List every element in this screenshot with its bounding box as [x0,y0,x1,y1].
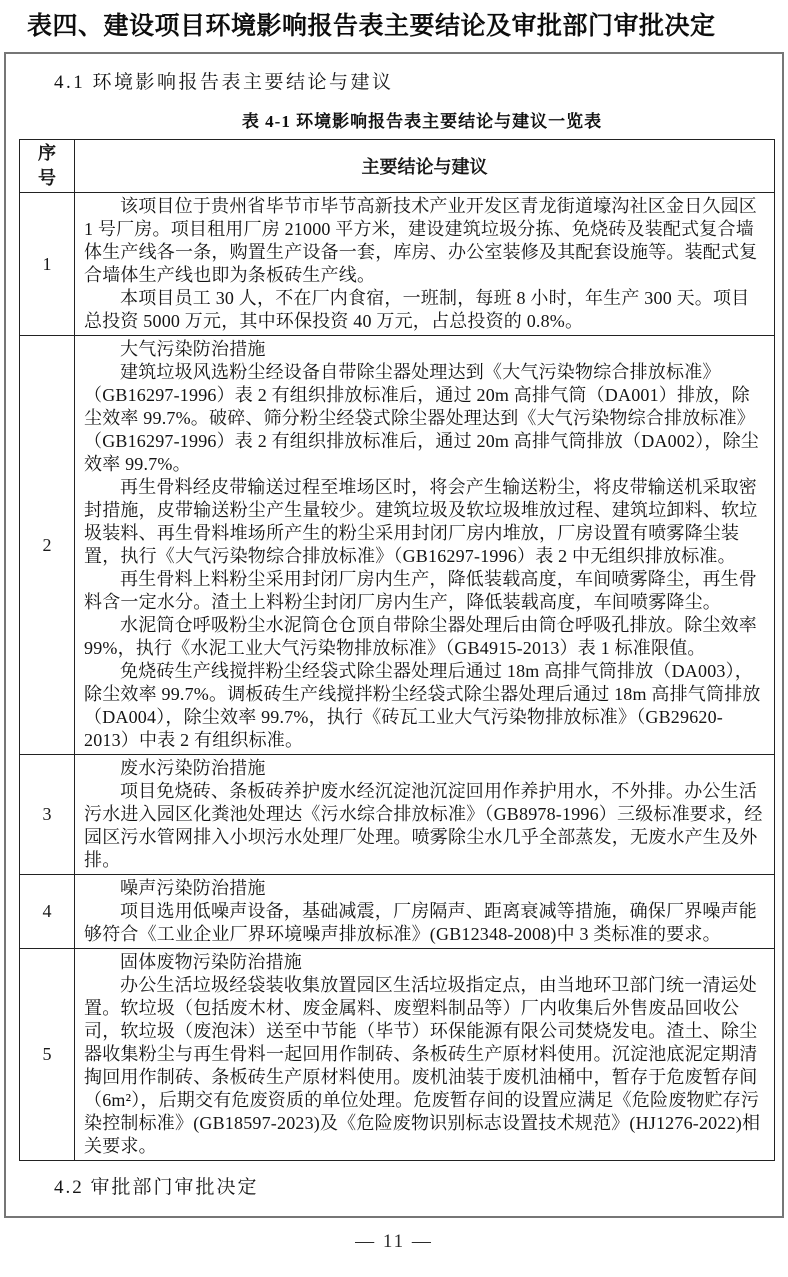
paragraph: 该项目位于贵州省毕节市毕节高新技术产业开发区青龙街道壕沟社区金日久园区 1 号厂房。项目租用厂房 21000 平方米，建设建筑垃圾分拣、免烧砖及装配式复合墙体生产线各一条，购置生产设备一套，库房、办公室装修及其配套设施等。装配式复合墙体生产线也即为条板砖生产线。 [84,196,758,285]
page-title: 表四、建设项目环境影响报告表主要结论及审批部门审批决定 [27,12,716,40]
header-cell-content: 主要结论与建议 [75,140,775,193]
row-number: 5 [20,949,75,1161]
paragraph: 固体废物污染防治措施 [120,952,302,972]
content-box [4,52,784,1218]
row-number: 2 [20,336,75,755]
conclusions-table [19,139,775,1161]
row-content [75,755,775,875]
row-number: 1 [20,193,75,336]
paragraph: 水泥筒仓呼吸粉尘水泥筒仓仓顶自带除尘器处理后由筒仓呼吸孔排放。除尘效率 99%，执行《水泥工业大气污染物排放标准》（GB4915-2013）表 1 标准限值。 [84,615,757,658]
paragraph: 噪声污染防治措施 [120,878,266,898]
row-number: 4 [20,875,75,949]
paragraph: 项目免烧砖、条板砖养护废水经沉淀池沉淀回用作养护用水，不外排。办公生活污水进入园区化粪池处理达《污水综合排放标准》（GB8978-1996）三级标准要求，经园区污水管网排入小坝污水处理厂处理。喷雾除尘水几乎全部蒸发，无废水产生及外排。 [84,781,763,870]
row-content [75,949,775,1161]
row-content [75,336,775,755]
header-index-label: 序号 [37,143,56,188]
section-heading-4-1: 4.1 环境影响报告表主要结论与建议 [54,72,394,93]
paragraph: 废水污染防治措施 [120,758,266,778]
table-row [20,875,775,949]
table-row [20,755,775,875]
table-caption: 表 4-1 环境影响报告表主要结论与建议一览表 [241,112,603,131]
paragraph: 免烧砖生产线搅拌粉尘经袋式除尘器处理后通过 18m 高排气筒排放（DA003），除尘效率 99.7%。调板砖生产线搅拌粉尘经袋式除尘器处理后通过 18m 高排气筒排放（DA004），除尘效率 99.7%，执行《砖瓦工业大气污染物排放标准》（GB29620-2013）中表 2 有组织标准。 [84,661,761,750]
page-number: — 11 — [355,1231,433,1252]
paragraph: 项目选用低噪声设备，基础减震，厂房隔声、距离衰减等措施，确保厂界噪声能够符合《工业企业厂界环境噪声排放标准》(GB12348-2008)中 3 类标准的要求。 [84,901,757,944]
section-heading-4-2: 4.2 审批部门审批决定 [54,1177,259,1198]
paragraph: 再生骨料上料粉尘采用封闭厂房内生产，降低装载高度，车间喷雾降尘，再生骨料含一定水分。渣土上料粉尘封闭厂房内生产，降低装载高度，车间喷雾降尘。 [84,569,757,612]
paragraph: 大气污染防治措施 [120,339,266,359]
table-row [20,336,775,755]
row-number: 3 [20,755,75,875]
table-row [20,193,775,336]
header-cell-index [20,140,75,193]
table-header-row [20,140,775,193]
results-table-body [20,193,775,1161]
table-row [20,949,775,1161]
paragraph: 建筑垃圾风选粉尘经设备自带除尘器处理达到《大气污染物综合排放标准》（GB16297-1996）表 2 有组织排放标准后，通过 20m 高排气筒（DA001）排放，除尘效率 99.7%。破碎、筛分粉尘经袋式除尘器处理达到《大气污染物综合排放标准》（GB16297-1996）表 2 有组织排放标准后，通过 20m 高排气筒排放（DA002），除尘效率 99.7%。 [84,362,759,474]
paragraph: 本项目员工 30 人，不在厂内食宿，一班制，每班 8 小时，年生产 300 天。项目总投资 5000 万元，其中环保投资 40 万元，占总投资的 0.8%。 [84,288,750,331]
paragraph: 再生骨料经皮带输送过程至堆场区时，将会产生输送粉尘，将皮带输送机采取密封措施，皮带输送粉尘产生量较少。建筑垃圾及软垃圾堆放过程、建筑垃卸料、软垃圾装料、再生骨料堆场所产生的粉尘采用封闭厂房内堆放，厂房设置有喷雾降尘装置，执行《大气污染物综合排放标准》（GB16297-1996）表 2 中无组织排放标准。 [84,477,758,566]
paragraph: 办公生活垃圾经袋装收集放置园区生活垃圾指定点，由当地环卫部门统一清运处置。软垃圾（包括废木材、废金属料、废塑料制品等）厂内收集后外售废品回收公司，软垃圾（废泡沫）送至中节能（毕节）环保能源有限公司焚烧发电。渣土、除尘器收集粉尘与再生骨料一起回用作制砖、条板砖生产原材料使用。沉淀池底泥定期清掏回用作制砖、条板砖生产原材料使用。废机油装于废机油桶中，暂存于危废暂存间（6m²），后期交有危废资质的单位处理。危废暂存间的设置应满足《危险废物贮存污染控制标准》(GB18597-2023)及《危险废物识别标志设置技术规范》(HJ1276-2022)相关要求。 [84,975,761,1156]
row-content [75,875,775,949]
row-content [75,193,775,336]
